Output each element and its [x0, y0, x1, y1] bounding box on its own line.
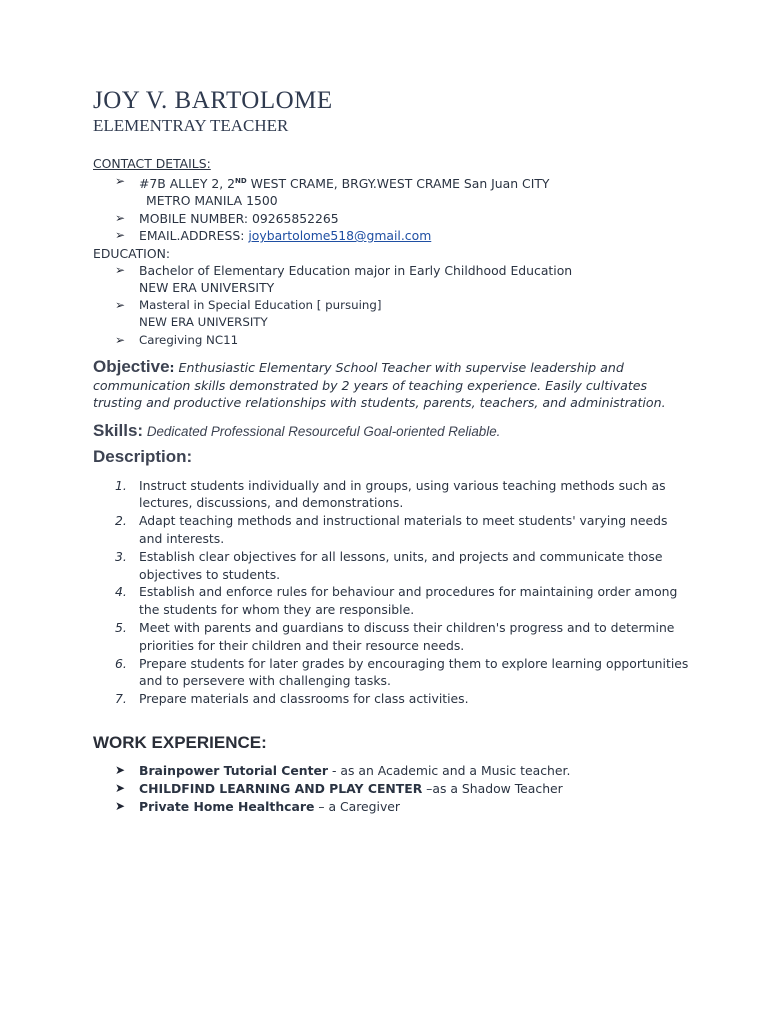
mobile-text: MOBILE NUMBER: 09265852265 [139, 210, 339, 226]
item-number: 4. [115, 584, 127, 600]
item-text: Adapt teaching methods and instructional materials to meet students' varying needs and interests. [139, 513, 668, 547]
work-org: Private Home Healthcare [139, 798, 315, 814]
item-number: 1. [115, 477, 127, 493]
applicant-role: ELEMENTRAY TEACHER [93, 116, 289, 135]
item-number: 7. [115, 691, 127, 707]
address-text: #7B ALLEY 2, 2 [139, 175, 235, 191]
education-school: NEW ERA UNIVERSITY [139, 280, 275, 296]
education-item [93, 297, 693, 315]
address-ordinal: ND [234, 176, 247, 185]
email-label: EMAIL.ADDRESS: [139, 228, 249, 244]
work-item [93, 780, 693, 798]
list-item [93, 583, 693, 619]
arrow-bullet-icon: ➢ [115, 228, 126, 243]
work-role: –as a Shadow Teacher [422, 780, 563, 796]
list-item [93, 548, 693, 584]
education-title: Masteral in Special Education [ pursuing] [139, 297, 382, 312]
item-number: 2. [115, 513, 127, 529]
description-heading: Description: [93, 446, 193, 466]
arrow-bullet-icon: ➤ [115, 762, 126, 777]
arrow-bullet-icon: ➢ [115, 332, 126, 347]
education-title: Caregiving NC11 [139, 332, 239, 347]
item-number: 5. [115, 620, 127, 635]
list-item [93, 512, 693, 548]
contact-address-line2: METRO MANILA 1500 [146, 193, 278, 209]
education-item [93, 262, 693, 280]
objective-section [93, 358, 693, 412]
education-heading: EDUCATION: [93, 245, 171, 261]
item-text: Meet with parents and guardians to discuss their children's progress and to determine priorities for their children and their resource needs. [139, 620, 675, 653]
work-item [93, 762, 693, 780]
skills-text: Dedicated Professional Resourceful Goal-oriented Reliable. [143, 423, 501, 439]
work-role: – a Caregiver [314, 798, 401, 814]
item-text: Prepare students for later grades by encouraging them to explore learning opportunities and to persevere with challenging tasks. [139, 655, 689, 689]
arrow-bullet-icon: ➢ [115, 210, 126, 225]
item-text: Prepare materials and classrooms for class activities. [139, 691, 469, 707]
objective-label: Objective [93, 357, 170, 377]
applicant-name: JOY V. BARTOLOME [93, 87, 333, 114]
education-school: NEW ERA UNIVERSITY [139, 315, 268, 330]
skills-section [93, 421, 693, 441]
item-text: Establish clear objectives for all lessons, units, and projects and communicate those objectives to students. [139, 548, 663, 582]
list-item [93, 619, 693, 655]
education-item [93, 332, 693, 350]
arrow-bullet-icon: ➢ [115, 262, 126, 277]
email-link[interactable]: joybartolome518@gmail.com [248, 228, 432, 244]
arrow-bullet-icon: ➤ [115, 798, 126, 813]
arrow-bullet-icon: ➢ [115, 173, 126, 188]
work-org: Brainpower Tutorial Center [139, 762, 329, 778]
arrow-bullet-icon: ➤ [115, 780, 126, 795]
education-title: Bachelor of Elementary Education major in Early Childhood Education [139, 262, 573, 278]
address-text-rest: WEST CRAME, BRGY.WEST CRAME San Juan CITY [246, 175, 550, 191]
list-item [93, 477, 693, 513]
contact-address [93, 173, 693, 193]
arrow-bullet-icon: ➢ [115, 297, 126, 312]
work-org: CHILDFIND LEARNING AND PLAY CENTER [139, 780, 423, 796]
work-experience-heading: WORK EXPERIENCE: [93, 732, 267, 752]
skills-label: Skills: [93, 420, 144, 440]
description-list [93, 477, 693, 708]
work-item [93, 798, 693, 816]
item-number: 6. [115, 655, 127, 671]
contact-email [93, 227, 693, 245]
list-item [93, 690, 693, 708]
contact-mobile [93, 210, 693, 228]
objective-colon: : [169, 360, 175, 376]
objective-text: Enthusiastic Elementary School Teacher with supervise leadership and communication skills demonstrated by 2 years of teaching experience. Easily cultivates trusting and productive relationships with students, parents, teachers, and administration. [93, 360, 666, 411]
item-text: Establish and enforce rules for behaviour and procedures for maintaining order among the students for whom they are responsible. [139, 584, 678, 618]
item-number: 3. [115, 548, 127, 564]
work-experience-list [93, 762, 693, 815]
resume-page [93, 86, 693, 815]
list-item [93, 655, 693, 691]
contact-heading: CONTACT DETAILS: [93, 156, 211, 171]
item-text: Instruct students individually and in groups, using various teaching methods such as lectures, discussions, and demonstrations. [139, 477, 666, 511]
work-role: - as an Academic and a Music teacher. [328, 762, 571, 778]
